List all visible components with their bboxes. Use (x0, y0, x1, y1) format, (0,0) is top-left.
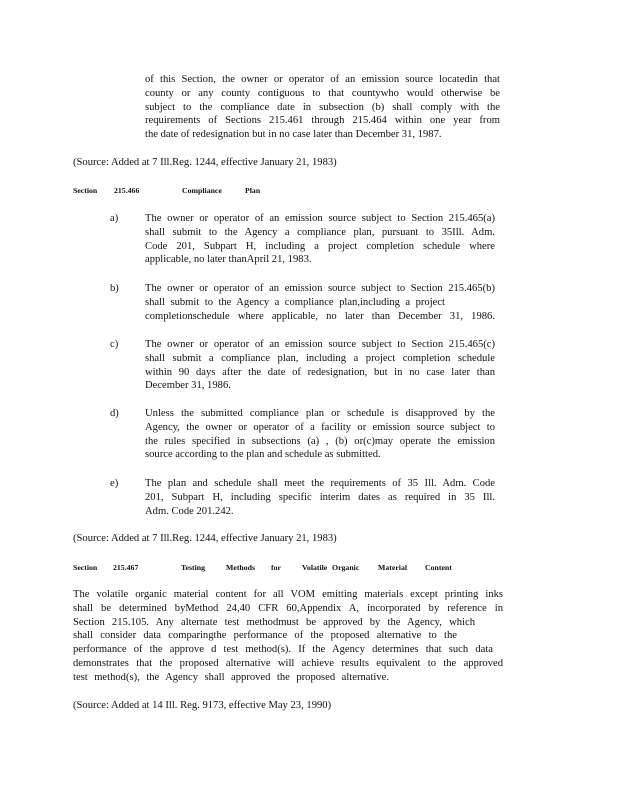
body-line: performance of the approve d test method(s). If the Agency determines that such data (73, 644, 493, 656)
item-line: The owner or operator of an emission source subject to Section 215.465(a) (145, 213, 495, 224)
item-b-text (145, 282, 495, 323)
section-title-word: Methods (226, 563, 256, 572)
section-label: Section (73, 186, 98, 195)
item-e-text (145, 477, 495, 518)
intro-line: the date of redesignation but in no case later than December 31, 1987. (145, 129, 442, 141)
item-line: completionschedule where applicable, no later than December 31, 1986. (145, 310, 495, 322)
item-line: shall submit a compliance plan, including a project completion schedule (145, 352, 495, 364)
intro-line: requirements of Sections 215.461 through 215.464 within one year from (145, 115, 500, 127)
item-letter-d: d) (110, 408, 119, 419)
section-title-word: Plan (245, 186, 261, 195)
item-line: 201, Subpart H, including specific interim dates as required in 35 Ill. (145, 491, 495, 503)
section-467-body (73, 588, 503, 685)
item-line: December 31, 1986. (145, 380, 231, 392)
item-letter-a: a) (110, 213, 119, 224)
body-line: shall be determined byMethod 24,40 CFR 60,Appendix A, incorporated by reference in (73, 602, 503, 614)
section-number: 215.467 (113, 563, 139, 572)
body-line: shall consider data comparingthe performance of the proposed alternative to the (73, 630, 457, 642)
section-title-word: Material (378, 563, 408, 572)
item-line: The owner or operator of an emission source subject to Section 215.465(c) (145, 339, 495, 350)
item-d-text (145, 407, 495, 462)
body-line: Section 215.105. Any alternate test methodmust be approved by the Agency, which (73, 616, 475, 628)
source-note: (Source: Added at 14 Ill. Reg. 9173, effective May 23, 1990) (73, 700, 332, 711)
intro-line: county or any county contiguous to that countywho would otherwise be (145, 87, 500, 99)
body-line: The volatile organic material content for all VOM emitting materials except printing inks (73, 589, 503, 600)
item-line: Agency, the owner or operator of a facility or emission source subject to (145, 421, 495, 433)
section-title-word: Volatile (302, 563, 328, 572)
item-line: shall submit to the Agency a compliance plan,including a project (145, 296, 445, 308)
section-title-word: for (271, 563, 281, 572)
item-line: Adm. Code 201.242. (145, 505, 234, 517)
item-line: within 90 days after the date of redesignation, but in no case later than (145, 366, 495, 378)
item-line: Unless the submitted compliance plan or schedule is disapproved by the (145, 408, 495, 419)
section-title-word: Compliance (182, 186, 222, 195)
item-line: Code 201, Subpart H, including a project completion schedule where (145, 240, 495, 252)
section-number: 215.466 (114, 186, 140, 195)
item-letter-e: e) (110, 478, 119, 489)
item-a-text (145, 212, 495, 267)
item-line: The owner or operator of an emission source subject to Section 215.465(b) (145, 283, 495, 294)
section-title-word: Content (425, 563, 452, 572)
item-line: shall submit to the Agency a compliance plan, pursuant to 35Ill. Adm. (145, 226, 495, 238)
item-line: source according to the plan and schedule as submitted. (145, 449, 381, 461)
body-line: test method(s), the Agency shall approved the proposed alternative. (73, 671, 389, 683)
body-line: demonstrates that the proposed alternative will achieve results equivalent to the approved (73, 657, 503, 669)
section-label: Section (73, 563, 98, 572)
item-line: applicable, no later thanApril 21, 1983. (145, 254, 312, 266)
section-title-word: Testing (181, 563, 205, 572)
item-c-text (145, 338, 495, 393)
intro-line: of this Section, the owner or operator of an emission source locatedin that (145, 74, 500, 85)
intro-line: subject to the compliance date in subsection (b) shall comply with the (145, 101, 500, 113)
item-letter-c: c) (110, 339, 119, 350)
source-note: (Source: Added at 7 Ill.Reg. 1244, effective January 21, 1983) (73, 533, 337, 544)
item-line: the rules specified in subsections (a) , (b) or(c)may operate the emission (145, 435, 495, 447)
section-title-word: Organic (332, 563, 360, 572)
source-note: (Source: Added at 7 Ill.Reg. 1244, effective January 21, 1983) (73, 157, 337, 168)
item-line: The plan and schedule shall meet the requirements of 35 Ill. Adm. Code (145, 478, 495, 489)
intro-paragraph (145, 73, 500, 142)
item-letter-b: b) (110, 283, 119, 294)
